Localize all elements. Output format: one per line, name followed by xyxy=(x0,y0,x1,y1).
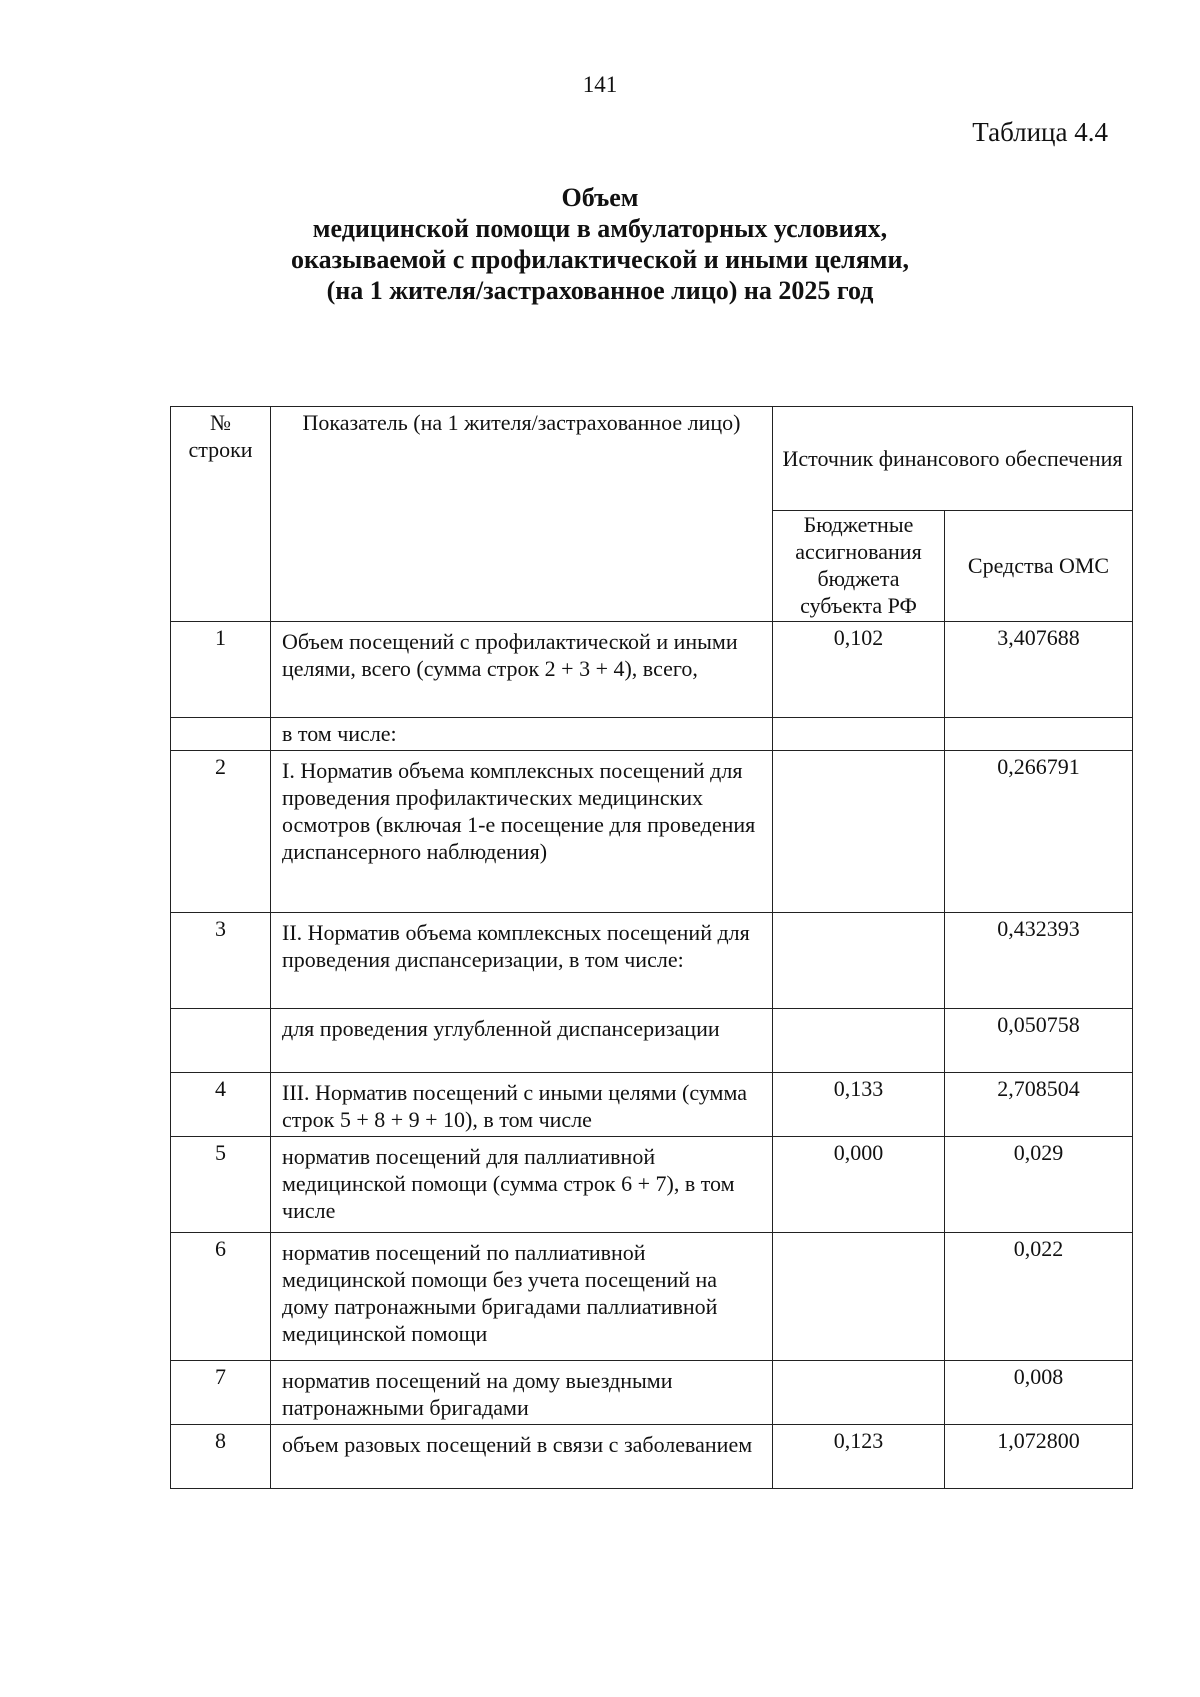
row-number xyxy=(171,718,271,751)
header-oms: Средства ОМС xyxy=(945,511,1133,622)
header-indicator: Показатель (на 1 жителя/застрахованное лицо) xyxy=(271,407,773,622)
table-row xyxy=(171,622,1133,718)
row-budget-value: 0,000 xyxy=(773,1137,945,1233)
row-number: 6 xyxy=(171,1233,271,1361)
row-oms-value: 0,022 xyxy=(945,1233,1133,1361)
row-oms-value: 1,072800 xyxy=(945,1425,1133,1489)
row-oms-value: 2,708504 xyxy=(945,1073,1133,1137)
row-budget-value: 0,123 xyxy=(773,1425,945,1489)
header-row-number: № строки xyxy=(171,407,271,622)
row-indicator: норматив посещений по паллиативной медицинской помощи без учета посещений на дому патронажными бригадами паллиативной медицинской помощи xyxy=(271,1233,773,1361)
row-indicator: для проведения углубленной диспансеризации xyxy=(271,1009,773,1073)
row-number: 3 xyxy=(171,913,271,1009)
row-indicator: объем разовых посещений в связи с заболеванием xyxy=(271,1425,773,1489)
table-row xyxy=(171,718,1133,751)
row-number: 1 xyxy=(171,622,271,718)
row-indicator: I. Норматив объема комплексных посещений для проведения профилактических медицинских осмотров (включая 1-е посещение для проведения диспансерного наблюдения) xyxy=(271,751,773,913)
row-indicator: норматив посещений для паллиативной медицинской помощи (сумма строк 6 + 7), в том числе xyxy=(271,1137,773,1233)
row-budget-value xyxy=(773,913,945,1009)
row-indicator: норматив посещений на дому выездными патронажными бригадами xyxy=(271,1361,773,1425)
row-number: 4 xyxy=(171,1073,271,1137)
title-line-2: медицинской помощи в амбулаторных условиях, xyxy=(312,214,888,243)
table-row xyxy=(171,913,1133,1009)
row-oms-value: 0,008 xyxy=(945,1361,1133,1425)
title-line-3: оказываемой с профилактической и иными целями, xyxy=(290,245,909,274)
row-budget-value xyxy=(773,1361,945,1425)
table-row xyxy=(171,1233,1133,1361)
table-row xyxy=(171,1073,1133,1137)
row-budget-value: 0,133 xyxy=(773,1073,945,1137)
row-oms-value: 0,432393 xyxy=(945,913,1133,1009)
row-number: 8 xyxy=(171,1425,271,1489)
row-number: 7 xyxy=(171,1361,271,1425)
header-budget: Бюджетные ассигнования бюджета субъекта РФ xyxy=(773,511,945,622)
table-row xyxy=(171,1361,1133,1425)
row-oms-value: 0,029 xyxy=(945,1137,1133,1233)
row-budget-value xyxy=(773,718,945,751)
row-oms-value xyxy=(945,718,1133,751)
table-row xyxy=(171,1137,1133,1233)
table-header-row xyxy=(171,407,1133,511)
volume-table xyxy=(170,406,1133,1489)
page-number: 141 xyxy=(582,72,618,97)
row-oms-value: 0,050758 xyxy=(945,1009,1133,1073)
table-row xyxy=(171,1009,1133,1073)
header-funding-source: Источник финансового обеспечения xyxy=(773,407,1133,511)
row-number xyxy=(171,1009,271,1073)
row-number: 5 xyxy=(171,1137,271,1233)
row-indicator: в том числе: xyxy=(271,718,773,751)
table-row xyxy=(171,751,1133,913)
row-indicator: II. Норматив объема комплексных посещений для проведения диспансеризации, в том числе: xyxy=(271,913,773,1009)
row-number: 2 xyxy=(171,751,271,913)
document-title xyxy=(0,182,1200,306)
table-label: Таблица 4.4 xyxy=(972,117,1108,147)
row-budget-value: 0,102 xyxy=(773,622,945,718)
row-budget-value xyxy=(773,751,945,913)
row-indicator: III. Норматив посещений с иными целями (сумма строк 5 + 8 + 9 + 10), в том числе xyxy=(271,1073,773,1137)
row-budget-value xyxy=(773,1009,945,1073)
title-line-1: Объем xyxy=(561,183,639,212)
row-oms-value: 0,266791 xyxy=(945,751,1133,913)
table-row xyxy=(171,1425,1133,1489)
row-oms-value: 3,407688 xyxy=(945,622,1133,718)
row-budget-value xyxy=(773,1233,945,1361)
title-line-4: (на 1 жителя/застрахованное лицо) на 2025 год xyxy=(326,276,874,305)
row-indicator: Объем посещений с профилактической и иными целями, всего (сумма строк 2 + 3 + 4), всего, xyxy=(271,622,773,718)
